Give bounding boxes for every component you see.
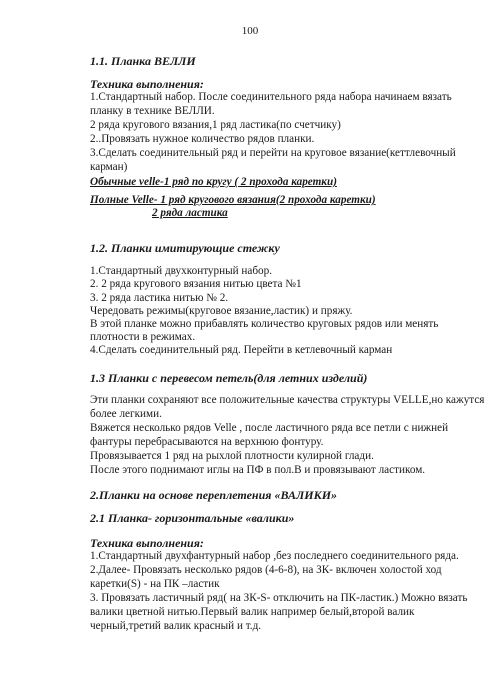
section-1-3-line: фантуры перебрасываются на верхнюю фонтуру. xyxy=(90,436,324,448)
common-velle-note: Обычные velle-1 ряд по кругу ( 2 прохода каретки) xyxy=(90,176,337,188)
section-2-1-line: 2.Далее- Провязать несколько рядов (4-6-8), на ЗК- включен холостой ход xyxy=(90,564,442,576)
section-1-1-line: 2..Провязать нужное количество рядов планки. xyxy=(90,133,315,145)
section-2-1-line: каретки(S) - на ПК –ластик xyxy=(90,578,220,590)
section-2-1-line: черный,третий валик красный и т.д. xyxy=(90,620,262,632)
section-1-2-line: плотности в режимах. xyxy=(90,331,196,343)
section-1-1-line: карман) xyxy=(90,161,128,173)
section-1-2-line: 3. 2 ряда ластика нитью № 2. xyxy=(90,292,229,304)
page-number: 100 xyxy=(241,25,259,37)
section-1-1-line: 3.Сделать соединительный ряд и перейти на круговое вязание(кеттлевочный xyxy=(90,147,456,159)
section-2-1-heading: 2.1 Планка- горизонтальные «валики» xyxy=(90,511,295,525)
section-1-2-line: 2. 2 ряда кругового вязания нитью цвета №1 xyxy=(90,278,302,290)
section-1-3-line: более легкими. xyxy=(90,408,162,420)
section-1-2-line: Чередовать режимы(круговое вязание,ластик) и пряжу. xyxy=(90,305,353,317)
section-1-1-line: 2 ряда кругового вязания,1 ряд ластика(по счетчику) xyxy=(90,119,341,131)
full-velle-note: Полные Velle- 1 ряд кругового вязания(2 прохода каретки) xyxy=(90,194,376,206)
section-2-1-subheading: Техника выполнения: xyxy=(90,536,204,550)
section-1-3-line: Эти планки сохраняют все положительные качества структуры VELLE,но кажутся xyxy=(90,394,485,406)
section-1-2-line: В этой планке можно прибавлять количество круговых рядов или менять xyxy=(90,318,439,330)
section-1-2-heading: 1.2. Планки имитирующие стежку xyxy=(90,241,280,255)
section-1-1-heading: 1.1. Планка ВЕЛЛИ xyxy=(90,54,196,68)
section-1-3-line: Вяжется несколько рядов Velle , после ластичного ряда все петли с нижней xyxy=(90,422,449,434)
section-1-1-line: 1.Стандартный набор. После соединительного ряда набора начинаем вязать xyxy=(90,91,452,103)
section-1-3-line: После этого поднимают иглы на ПФ в пол.В и провязывают ластиком. xyxy=(90,464,426,476)
section-1-2-line: 4.Сделать соединительный ряд. Перейти в кетлевочный карман xyxy=(90,344,393,356)
section-2-1-line: валики цветной нитью.Первый валик например белый,второй валик xyxy=(90,606,415,618)
section-2-1-line: 3. Провязать ластичный ряд( на ЗК-S- отключить на ПК-ластик.) Можно вязать xyxy=(90,592,468,604)
section-2-heading: 2.Планки на основе переплетения «ВАЛИКИ» xyxy=(90,488,338,502)
section-1-1-subheading: Техника выполнения: xyxy=(90,77,204,91)
section-2-1-line: 1.Стандартный двухфантурный набор ,без последнего соединительного ряда. xyxy=(90,550,459,562)
section-1-3-heading: 1.3 Планки с перевесом петель(для летних изделий) xyxy=(90,371,368,385)
section-1-3-line: Провязывается 1 ряд на рыхлой плотности кулирной глади. xyxy=(90,450,374,462)
full-velle-note-cont: 2 ряда ластика xyxy=(152,207,228,219)
section-1-2-line: 1.Стандартный двухконтурный набор. xyxy=(90,265,273,277)
section-1-1-line: планку в технике ВЕЛЛИ. xyxy=(90,105,215,117)
